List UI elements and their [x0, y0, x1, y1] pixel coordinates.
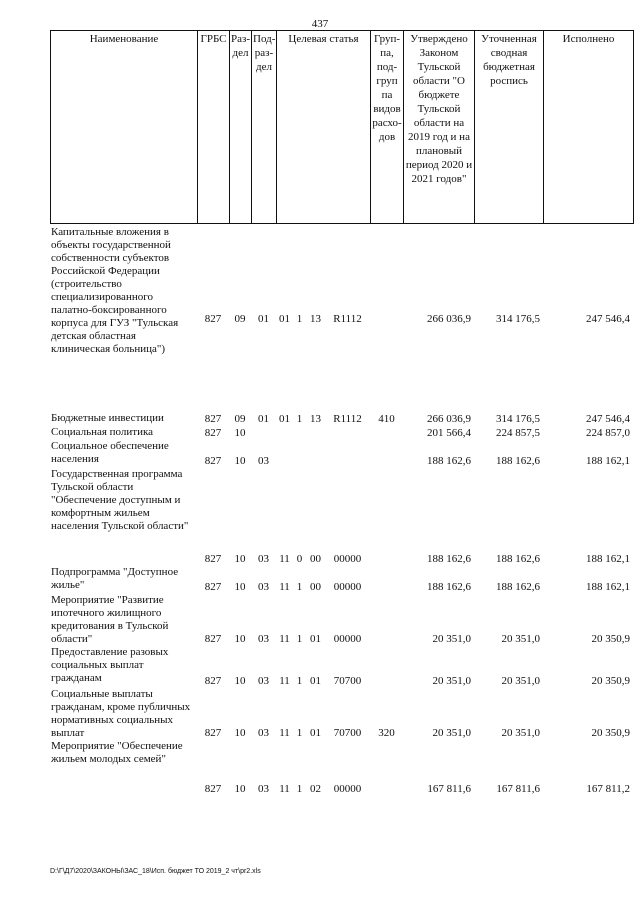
- cell-group: [370, 426, 403, 440]
- cell-t4: 00000: [333, 581, 362, 593]
- cell-t3: 00: [310, 553, 321, 565]
- cell-t3: [306, 426, 325, 440]
- header-name: Наименование: [51, 31, 198, 224]
- cell-t4: 00000: [333, 783, 362, 795]
- cell-approved: 188 162,6: [427, 455, 471, 467]
- cell-t2: 1: [296, 783, 303, 795]
- cell-group: 320: [378, 727, 395, 739]
- cell-approved: 188 162,6: [427, 553, 471, 565]
- cell-refined: 188 162,6: [496, 581, 540, 593]
- cell-group: [370, 594, 403, 646]
- page-number: 437: [311, 18, 329, 30]
- cell-t2: 1: [296, 727, 303, 739]
- cell-group: [370, 440, 403, 468]
- cell-grbs: 827: [204, 727, 222, 739]
- header-approved: Утверждено Законом Тульской области "О бюджете Тульской области на 2019 год и на плановый период 2020 и 2021 годов": [404, 31, 475, 224]
- cell-t2: 0: [296, 553, 303, 565]
- cell-t3: 02: [310, 783, 321, 795]
- cell-executed: 20 350,9: [591, 727, 630, 739]
- table-row: [50, 412, 633, 426]
- cell-podrazdel: 03: [258, 727, 269, 739]
- cell-t3: 01: [310, 675, 321, 687]
- cell-refined: 20 351,0: [501, 633, 540, 645]
- cell-podrazdel: 03: [258, 783, 269, 795]
- cell-t2: [293, 440, 306, 468]
- table-row: [50, 740, 633, 796]
- cell-executed: 188 162,1: [586, 553, 630, 565]
- cell-group: [370, 740, 403, 796]
- cell-t4: [325, 426, 370, 440]
- cell-t3: 13: [310, 312, 321, 325]
- cell-refined: 314 176,5: [496, 312, 540, 325]
- cell-executed: 188 162,1: [586, 455, 630, 467]
- cell-refined: 20 351,0: [501, 727, 540, 739]
- header-group: Груп-па, под-груп па видов расхо-дов: [371, 31, 404, 224]
- table-row: [50, 594, 633, 646]
- cell-podrazdel: 03: [258, 581, 269, 593]
- cell-grbs: 827: [204, 633, 222, 645]
- cell-group: [370, 226, 403, 412]
- file-path-footer: D:\Г\Д7\2020\ЗАКОНЫ\ЗАС_18\Исп. бюджет ТО 2019_2 чт\рr2.xls: [50, 868, 261, 875]
- cell-refined: 20 351,0: [501, 675, 540, 687]
- cell-grbs: 827: [204, 413, 222, 425]
- header-target: Целевая статья: [277, 31, 371, 224]
- cell-t1: 01: [279, 312, 290, 325]
- cell-t4: R1112: [333, 413, 362, 425]
- cell-t2: [293, 426, 306, 440]
- table-row: [50, 468, 633, 566]
- cell-razdel: 10: [234, 783, 246, 795]
- cell-podrazdel: 03: [258, 675, 269, 687]
- cell-grbs: 827: [204, 675, 222, 687]
- header-podrazdel: Под-раз-дел: [252, 31, 277, 224]
- cell-approved: 266 036,9: [427, 312, 471, 325]
- cell-executed: 20 350,9: [591, 633, 630, 645]
- cell-t1: 11: [279, 783, 290, 795]
- table-row: [50, 426, 633, 440]
- cell-approved: 188 162,6: [427, 581, 471, 593]
- table-row: [50, 688, 633, 740]
- cell-grbs: 827: [204, 553, 222, 565]
- cell-t3: [306, 440, 325, 468]
- cell-name: Социальные выплаты гражданам, кроме публичных нормативных социальных выплат: [51, 688, 191, 739]
- cell-t4: 70700: [333, 727, 362, 739]
- cell-refined: 224 857,5: [496, 427, 540, 439]
- table-row: [50, 226, 633, 412]
- cell-razdel: 10: [234, 727, 246, 739]
- cell-t4: 00000: [333, 633, 362, 645]
- cell-t2: 1: [296, 312, 303, 325]
- cell-razdel: 10: [234, 455, 246, 467]
- cell-podrazdel: 03: [258, 553, 269, 565]
- table-row: [50, 440, 633, 468]
- table-row: [50, 566, 633, 594]
- header-refined: Уточненная сводная бюджетная роспись: [475, 31, 544, 224]
- cell-t4: R1112: [333, 312, 362, 325]
- cell-grbs: 827: [204, 427, 222, 439]
- cell-t3: 00: [310, 581, 321, 593]
- header-razdel: Раз-дел: [230, 31, 252, 224]
- cell-podrazdel: 03: [258, 455, 269, 467]
- cell-grbs: 827: [204, 783, 222, 795]
- cell-group: [370, 566, 403, 594]
- header-grbs: ГРБС: [198, 31, 230, 224]
- cell-razdel: 10: [234, 633, 246, 645]
- cell-podrazdel: 03: [258, 633, 269, 645]
- cell-approved: 20 351,0: [432, 727, 471, 739]
- cell-razdel: 09: [234, 312, 246, 325]
- cell-podrazdel: [251, 426, 276, 440]
- cell-t1: [276, 426, 293, 440]
- cell-approved: 167 811,6: [427, 783, 471, 795]
- cell-t1: 11: [279, 633, 290, 645]
- cell-name: Мероприятие "Обеспечение жильем молодых семей": [51, 740, 183, 765]
- cell-executed: 247 546,4: [586, 312, 630, 325]
- cell-refined: 188 162,6: [496, 553, 540, 565]
- cell-t4: [325, 440, 370, 468]
- cell-name: Бюджетные инвестиции: [51, 412, 164, 424]
- cell-razdel: 10: [234, 675, 246, 687]
- cell-t3: 01: [310, 727, 321, 739]
- cell-razdel: 10: [234, 553, 246, 565]
- cell-t2: 1: [296, 581, 303, 593]
- table-row: [50, 646, 633, 688]
- cell-razdel: 10: [234, 427, 246, 439]
- cell-executed: 188 162,1: [586, 581, 630, 593]
- cell-t2: 1: [296, 675, 303, 687]
- cell-name: Мероприятие "Развитие ипотечного жилищного кредитования в Тульской области": [51, 594, 169, 645]
- cell-podrazdel: 01: [258, 413, 269, 425]
- cell-t3: 01: [310, 633, 321, 645]
- cell-approved: 266 036,9: [427, 413, 471, 425]
- cell-t4: 00000: [333, 553, 362, 565]
- cell-grbs: 827: [204, 581, 222, 593]
- cell-podrazdel: 01: [258, 312, 269, 325]
- cell-group: 410: [378, 413, 395, 425]
- cell-name: Социальная политика: [51, 426, 154, 438]
- cell-t1: 11: [279, 727, 290, 739]
- cell-t1: 11: [279, 675, 290, 687]
- cell-name: Социальное обеспечение населения: [51, 440, 169, 465]
- cell-refined: 314 176,5: [496, 413, 540, 425]
- cell-refined: 167 811,6: [496, 783, 540, 795]
- cell-t2: 1: [296, 633, 303, 645]
- cell-approved: 20 351,0: [432, 675, 471, 687]
- cell-t1: 01: [279, 413, 290, 425]
- cell-t4: 70700: [333, 675, 362, 687]
- cell-t1: 11: [279, 553, 290, 565]
- cell-approved: 201 566,4: [427, 427, 471, 439]
- cell-t1: 11: [279, 581, 290, 593]
- cell-grbs: 827: [204, 312, 222, 325]
- header-executed: Исполнено: [544, 31, 634, 224]
- cell-executed: 20 350,9: [591, 675, 630, 687]
- cell-name: Государственная программа Тульской области "Обеспечение доступным и комфортным жильем населения Тульской области": [51, 468, 189, 532]
- cell-group: [370, 468, 403, 566]
- cell-group: [370, 646, 403, 688]
- cell-razdel: 09: [234, 413, 246, 425]
- cell-name: Подпрограмма "Доступное жилье": [51, 566, 179, 591]
- cell-razdel: 10: [234, 581, 246, 593]
- cell-approved: 20 351,0: [432, 633, 471, 645]
- cell-executed: 247 546,4: [586, 413, 630, 425]
- data-table: [50, 226, 633, 796]
- cell-executed: 167 811,2: [586, 783, 630, 795]
- cell-grbs: 827: [204, 455, 222, 467]
- cell-t1: [276, 440, 293, 468]
- cell-name: Предоставление разовых социальных выплат гражданам: [51, 646, 169, 684]
- cell-executed: 224 857,0: [586, 427, 630, 439]
- cell-t2: 1: [296, 413, 303, 425]
- cell-refined: 188 162,6: [496, 455, 540, 467]
- table-header: [50, 30, 634, 224]
- cell-name: Капитальные вложения в объекты государственной собственности субъектов Российской Федерации (строительство специализированного палатно-боксированного корпуса для ГУЗ "Тульская детская областная клиническая больница"): [51, 226, 179, 355]
- cell-t3: 13: [310, 413, 321, 425]
